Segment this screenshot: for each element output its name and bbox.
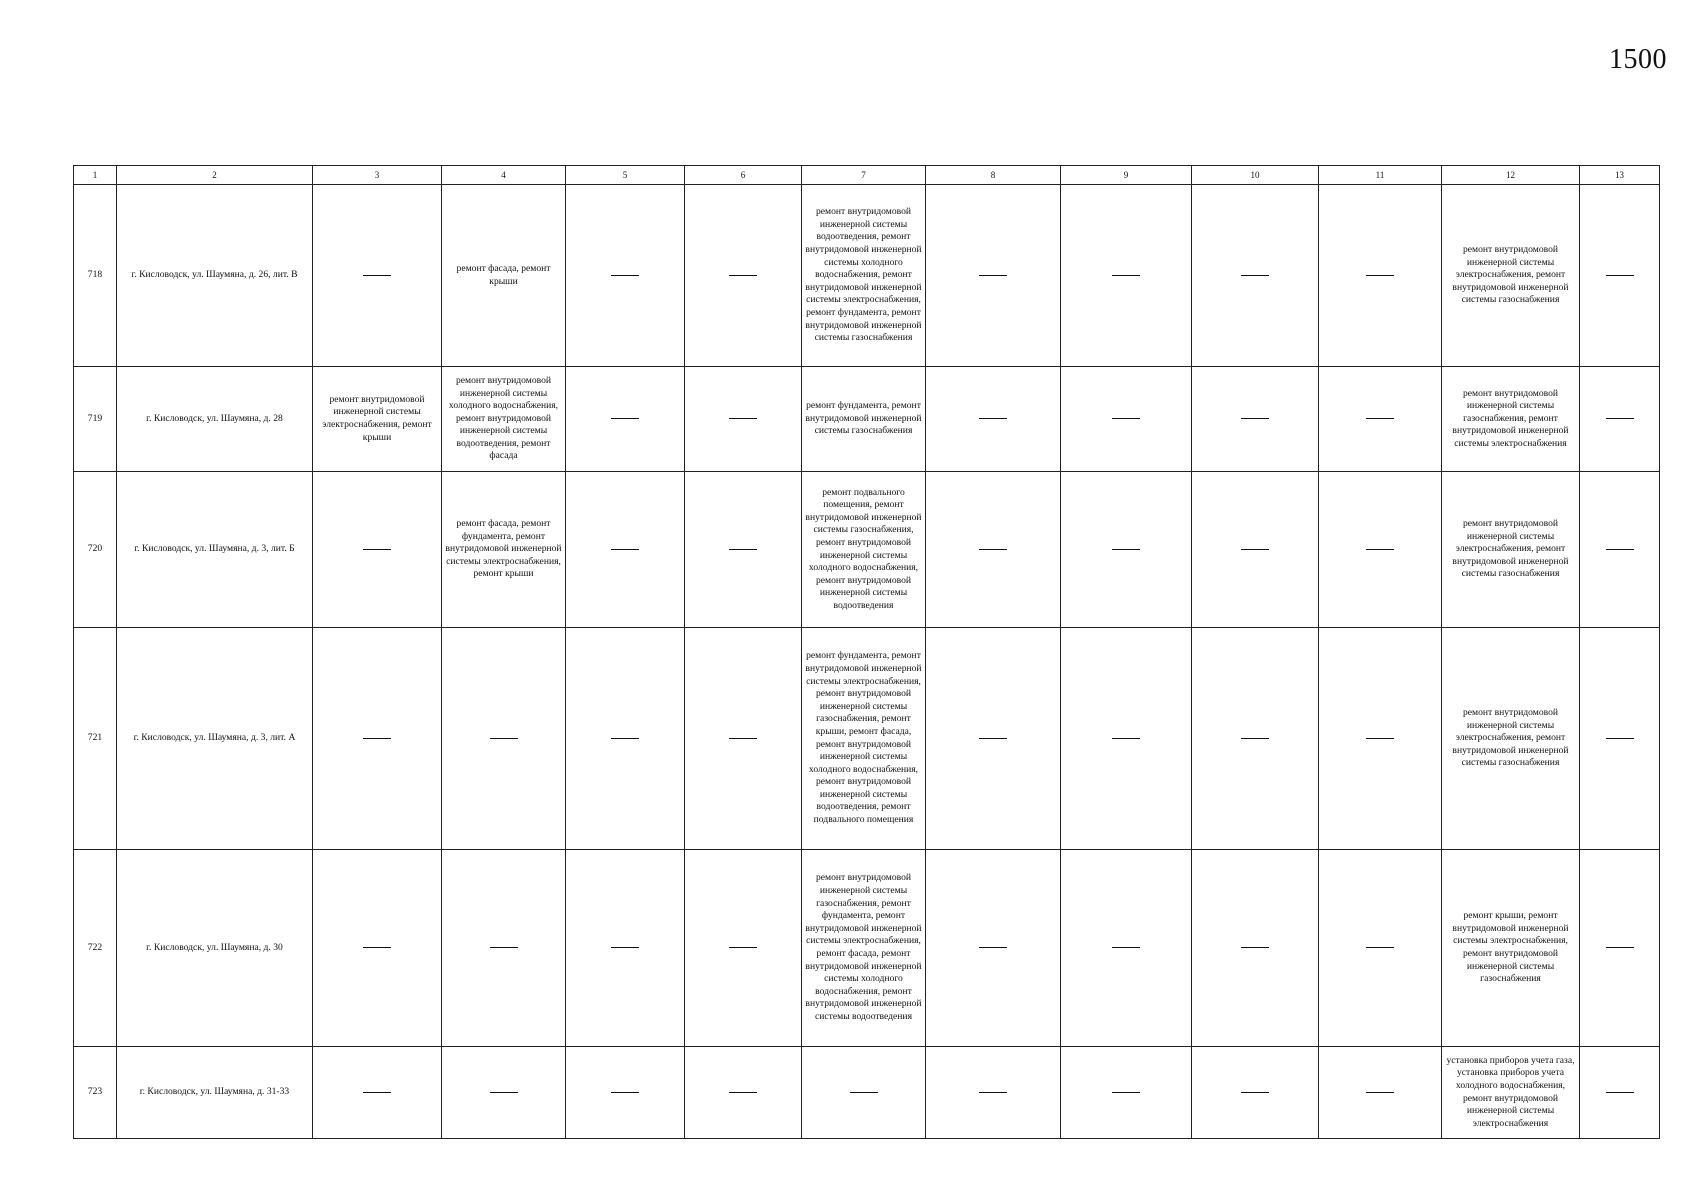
row-number: 718	[74, 185, 117, 367]
work-description-cell	[1442, 367, 1580, 472]
column-header: 6	[685, 166, 802, 185]
dash-mark	[1606, 738, 1634, 739]
work-description-cell	[442, 472, 566, 628]
dash-mark	[363, 549, 391, 550]
empty-cell	[926, 472, 1061, 628]
dash-mark	[729, 418, 757, 419]
empty-cell	[926, 850, 1061, 1047]
address-cell: г. Кисловодск, ул. Шаумяна, д. 3, лит. Б	[117, 472, 313, 628]
empty-cell	[442, 1047, 566, 1139]
dash-mark	[1366, 738, 1394, 739]
empty-cell	[1580, 850, 1660, 1047]
work-description: ремонт фасада, ремонт фундамента, ремонт внутридомовой инженерной системы электроснабжения, ремонт крыши	[445, 518, 562, 580]
empty-cell	[685, 628, 802, 850]
empty-cell	[1061, 185, 1192, 367]
address-cell: г. Кисловодск, ул. Шаумяна, д. 3, лит. А	[117, 628, 313, 850]
empty-cell	[313, 628, 442, 850]
column-header: 13	[1580, 166, 1660, 185]
empty-cell	[566, 850, 685, 1047]
empty-cell	[1319, 472, 1442, 628]
work-description: ремонт фасада, ремонт крыши	[456, 262, 551, 287]
work-description: ремонт внутридомовой инженерной системы электроснабжения, ремонт внутридомовой инженерной системы газоснабжения	[1452, 707, 1569, 769]
dash-mark	[1241, 1092, 1269, 1093]
column-header: 1	[74, 166, 117, 185]
work-description: ремонт внутридомовой инженерной системы газоснабжения, ремонт фундамента, ремонт внутридомовой инженерной системы электроснабжения, ремонт фасада, ремонт внутридомовой инженерной системы холодного водоснабжения, ремонт внутридомовой инженерной системы водоотведения	[805, 872, 922, 1022]
dash-mark	[729, 275, 757, 276]
dash-mark	[1241, 549, 1269, 550]
dash-mark	[1241, 947, 1269, 948]
column-header: 4	[442, 166, 566, 185]
empty-cell	[1319, 628, 1442, 850]
work-description: ремонт внутридомовой инженерной системы электроснабжения, ремонт внутридомовой инженерной системы газоснабжения	[1452, 244, 1569, 306]
empty-cell	[313, 1047, 442, 1139]
dash-mark	[611, 549, 639, 550]
address-cell: г. Кисловодск, ул. Шаумяна, д. 28	[117, 367, 313, 472]
empty-cell	[566, 472, 685, 628]
dash-mark	[1366, 418, 1394, 419]
work-description-cell	[1442, 185, 1580, 367]
row-number: 722	[74, 850, 117, 1047]
work-description-cell	[313, 367, 442, 472]
column-header: 2	[117, 166, 313, 185]
empty-cell	[926, 628, 1061, 850]
empty-cell	[1192, 628, 1319, 850]
dash-mark	[729, 549, 757, 550]
work-description-cell	[442, 367, 566, 472]
empty-cell	[1192, 367, 1319, 472]
column-header: 11	[1319, 166, 1442, 185]
empty-cell	[566, 367, 685, 472]
column-header: 7	[802, 166, 926, 185]
empty-cell	[566, 628, 685, 850]
work-description: ремонт внутридомовой инженерной системы электроснабжения, ремонт крыши	[322, 393, 432, 443]
dash-mark	[1606, 549, 1634, 550]
dash-mark	[490, 947, 518, 948]
table-row	[74, 850, 1660, 1047]
empty-cell	[1192, 472, 1319, 628]
dash-mark	[1366, 275, 1394, 276]
empty-cell	[1580, 1047, 1660, 1139]
address-cell: г. Кисловодск, ул. Шаумяна, д. 26, лит. В	[117, 185, 313, 367]
empty-cell	[1192, 1047, 1319, 1139]
dash-mark	[1606, 418, 1634, 419]
column-header: 8	[926, 166, 1061, 185]
column-header: 5	[566, 166, 685, 185]
table-row	[74, 1047, 1660, 1139]
empty-cell	[1580, 367, 1660, 472]
empty-cell	[1319, 850, 1442, 1047]
work-description: ремонт подвального помещения, ремонт внутридомовой инженерной системы газоснабжения, ремонт внутридомовой инженерной системы холодного водоснабжения, ремонт внутридомовой инженерной системы водоотведения	[805, 486, 922, 611]
empty-cell	[1319, 1047, 1442, 1139]
dash-mark	[979, 549, 1007, 550]
work-description: ремонт внутридомовой инженерной системы электроснабжения, ремонт внутридомовой инженерной системы газоснабжения	[1452, 518, 1569, 580]
dash-mark	[1112, 738, 1140, 739]
work-description: установка приборов учета газа, установка приборов учета холодного водоснабжения, ремонт внутридомовой инженерной системы электроснабжения	[1446, 1054, 1575, 1129]
dash-mark	[729, 1092, 757, 1093]
empty-cell	[926, 367, 1061, 472]
empty-cell	[1580, 472, 1660, 628]
dash-mark	[979, 1092, 1007, 1093]
dash-mark	[1112, 418, 1140, 419]
register-table	[73, 165, 1660, 1139]
work-description-cell	[442, 185, 566, 367]
dash-mark	[363, 947, 391, 948]
row-number: 723	[74, 1047, 117, 1139]
empty-cell	[926, 185, 1061, 367]
empty-cell	[1580, 185, 1660, 367]
dash-mark	[850, 1092, 878, 1093]
dash-mark	[979, 947, 1007, 948]
empty-cell	[685, 850, 802, 1047]
work-description: ремонт внутридомовой инженерной системы водоотведения, ремонт внутридомовой инженерной системы холодного водоснабжения, ремонт внутридомовой инженерной системы электроснабжения, ремонт фундамента, ремонт внутридомовой инженерной системы газоснабжения	[805, 206, 922, 344]
table-row	[74, 367, 1660, 472]
empty-cell	[1061, 850, 1192, 1047]
work-description-cell	[1442, 1047, 1580, 1139]
dash-mark	[611, 275, 639, 276]
empty-cell	[685, 1047, 802, 1139]
empty-cell	[685, 367, 802, 472]
empty-cell	[926, 1047, 1061, 1139]
empty-cell	[1061, 1047, 1192, 1139]
empty-cell	[685, 472, 802, 628]
empty-cell	[313, 850, 442, 1047]
work-description: ремонт фундамента, ремонт внутридомовой инженерной системы электроснабжения, ремонт внутридомовой инженерной системы газоснабжения, ремонт крыши, ремонт фасада, ремонт внутридомовой инженерной системы холодного водоснабжения, ремонт внутридомовой инженерной системы водоотведения, ремонт подвального помещения	[805, 650, 922, 826]
work-description: ремонт фундамента, ремонт внутридомовой инженерной системы газоснабжения	[805, 400, 922, 437]
row-number: 719	[74, 367, 117, 472]
work-description-cell	[802, 185, 926, 367]
empty-cell	[1061, 472, 1192, 628]
column-header: 10	[1192, 166, 1319, 185]
empty-cell	[1061, 367, 1192, 472]
empty-cell	[1319, 185, 1442, 367]
dash-mark	[1112, 947, 1140, 948]
dash-mark	[1112, 549, 1140, 550]
work-description-cell	[802, 472, 926, 628]
work-description-cell	[1442, 472, 1580, 628]
table-row	[74, 472, 1660, 628]
empty-cell	[566, 1047, 685, 1139]
dash-mark	[363, 275, 391, 276]
work-description-cell	[1442, 628, 1580, 850]
dash-mark	[979, 738, 1007, 739]
dash-mark	[611, 1092, 639, 1093]
empty-cell	[1192, 185, 1319, 367]
dash-mark	[1366, 1092, 1394, 1093]
table-row	[74, 185, 1660, 367]
dash-mark	[1241, 275, 1269, 276]
dash-mark	[363, 738, 391, 739]
empty-cell	[1192, 850, 1319, 1047]
dash-mark	[1112, 1092, 1140, 1093]
empty-cell	[442, 850, 566, 1047]
empty-cell	[685, 185, 802, 367]
dash-mark	[490, 1092, 518, 1093]
dash-mark	[979, 275, 1007, 276]
dash-mark	[1606, 275, 1634, 276]
dash-mark	[1241, 418, 1269, 419]
dash-mark	[363, 1092, 391, 1093]
work-description-cell	[802, 850, 926, 1047]
column-header: 3	[313, 166, 442, 185]
work-description: ремонт крыши, ремонт внутридомовой инженерной системы электроснабжения, ремонт внутридомовой инженерной системы газоснабжения	[1452, 910, 1569, 985]
empty-cell	[313, 185, 442, 367]
dash-mark	[1112, 275, 1140, 276]
work-description: ремонт внутридомовой инженерной системы холодного водоснабжения, ремонт внутридомовой инженерной системы водоотведения, ремонт фасада	[448, 374, 559, 462]
work-description: ремонт внутридомовой инженерной системы газоснабжения, ремонт внутридомовой инженерной системы электроснабжения	[1452, 387, 1569, 449]
empty-cell	[1580, 628, 1660, 850]
work-description-cell	[802, 628, 926, 850]
dash-mark	[611, 947, 639, 948]
empty-cell	[566, 185, 685, 367]
column-header: 9	[1061, 166, 1192, 185]
address-cell: г. Кисловодск, ул. Шаумяна, д. 31-33	[117, 1047, 313, 1139]
address-cell: г. Кисловодск, ул. Шаумяна, д. 30	[117, 850, 313, 1047]
row-number: 721	[74, 628, 117, 850]
work-description-cell	[802, 367, 926, 472]
empty-cell	[1319, 367, 1442, 472]
header-row	[74, 166, 1660, 185]
dash-mark	[611, 418, 639, 419]
row-number: 720	[74, 472, 117, 628]
dash-mark	[979, 418, 1007, 419]
table-row	[74, 628, 1660, 850]
dash-mark	[490, 738, 518, 739]
dash-mark	[1366, 947, 1394, 948]
page-number: 1500	[1609, 44, 1667, 75]
dash-mark	[729, 947, 757, 948]
dash-mark	[611, 738, 639, 739]
empty-cell	[442, 628, 566, 850]
dash-mark	[1606, 947, 1634, 948]
dash-mark	[1366, 549, 1394, 550]
dash-mark	[729, 738, 757, 739]
dash-mark	[1606, 1092, 1634, 1093]
column-header: 12	[1442, 166, 1580, 185]
empty-cell	[1061, 628, 1192, 850]
dash-mark	[1241, 738, 1269, 739]
work-description-cell	[1442, 850, 1580, 1047]
empty-cell	[802, 1047, 926, 1139]
empty-cell	[313, 472, 442, 628]
